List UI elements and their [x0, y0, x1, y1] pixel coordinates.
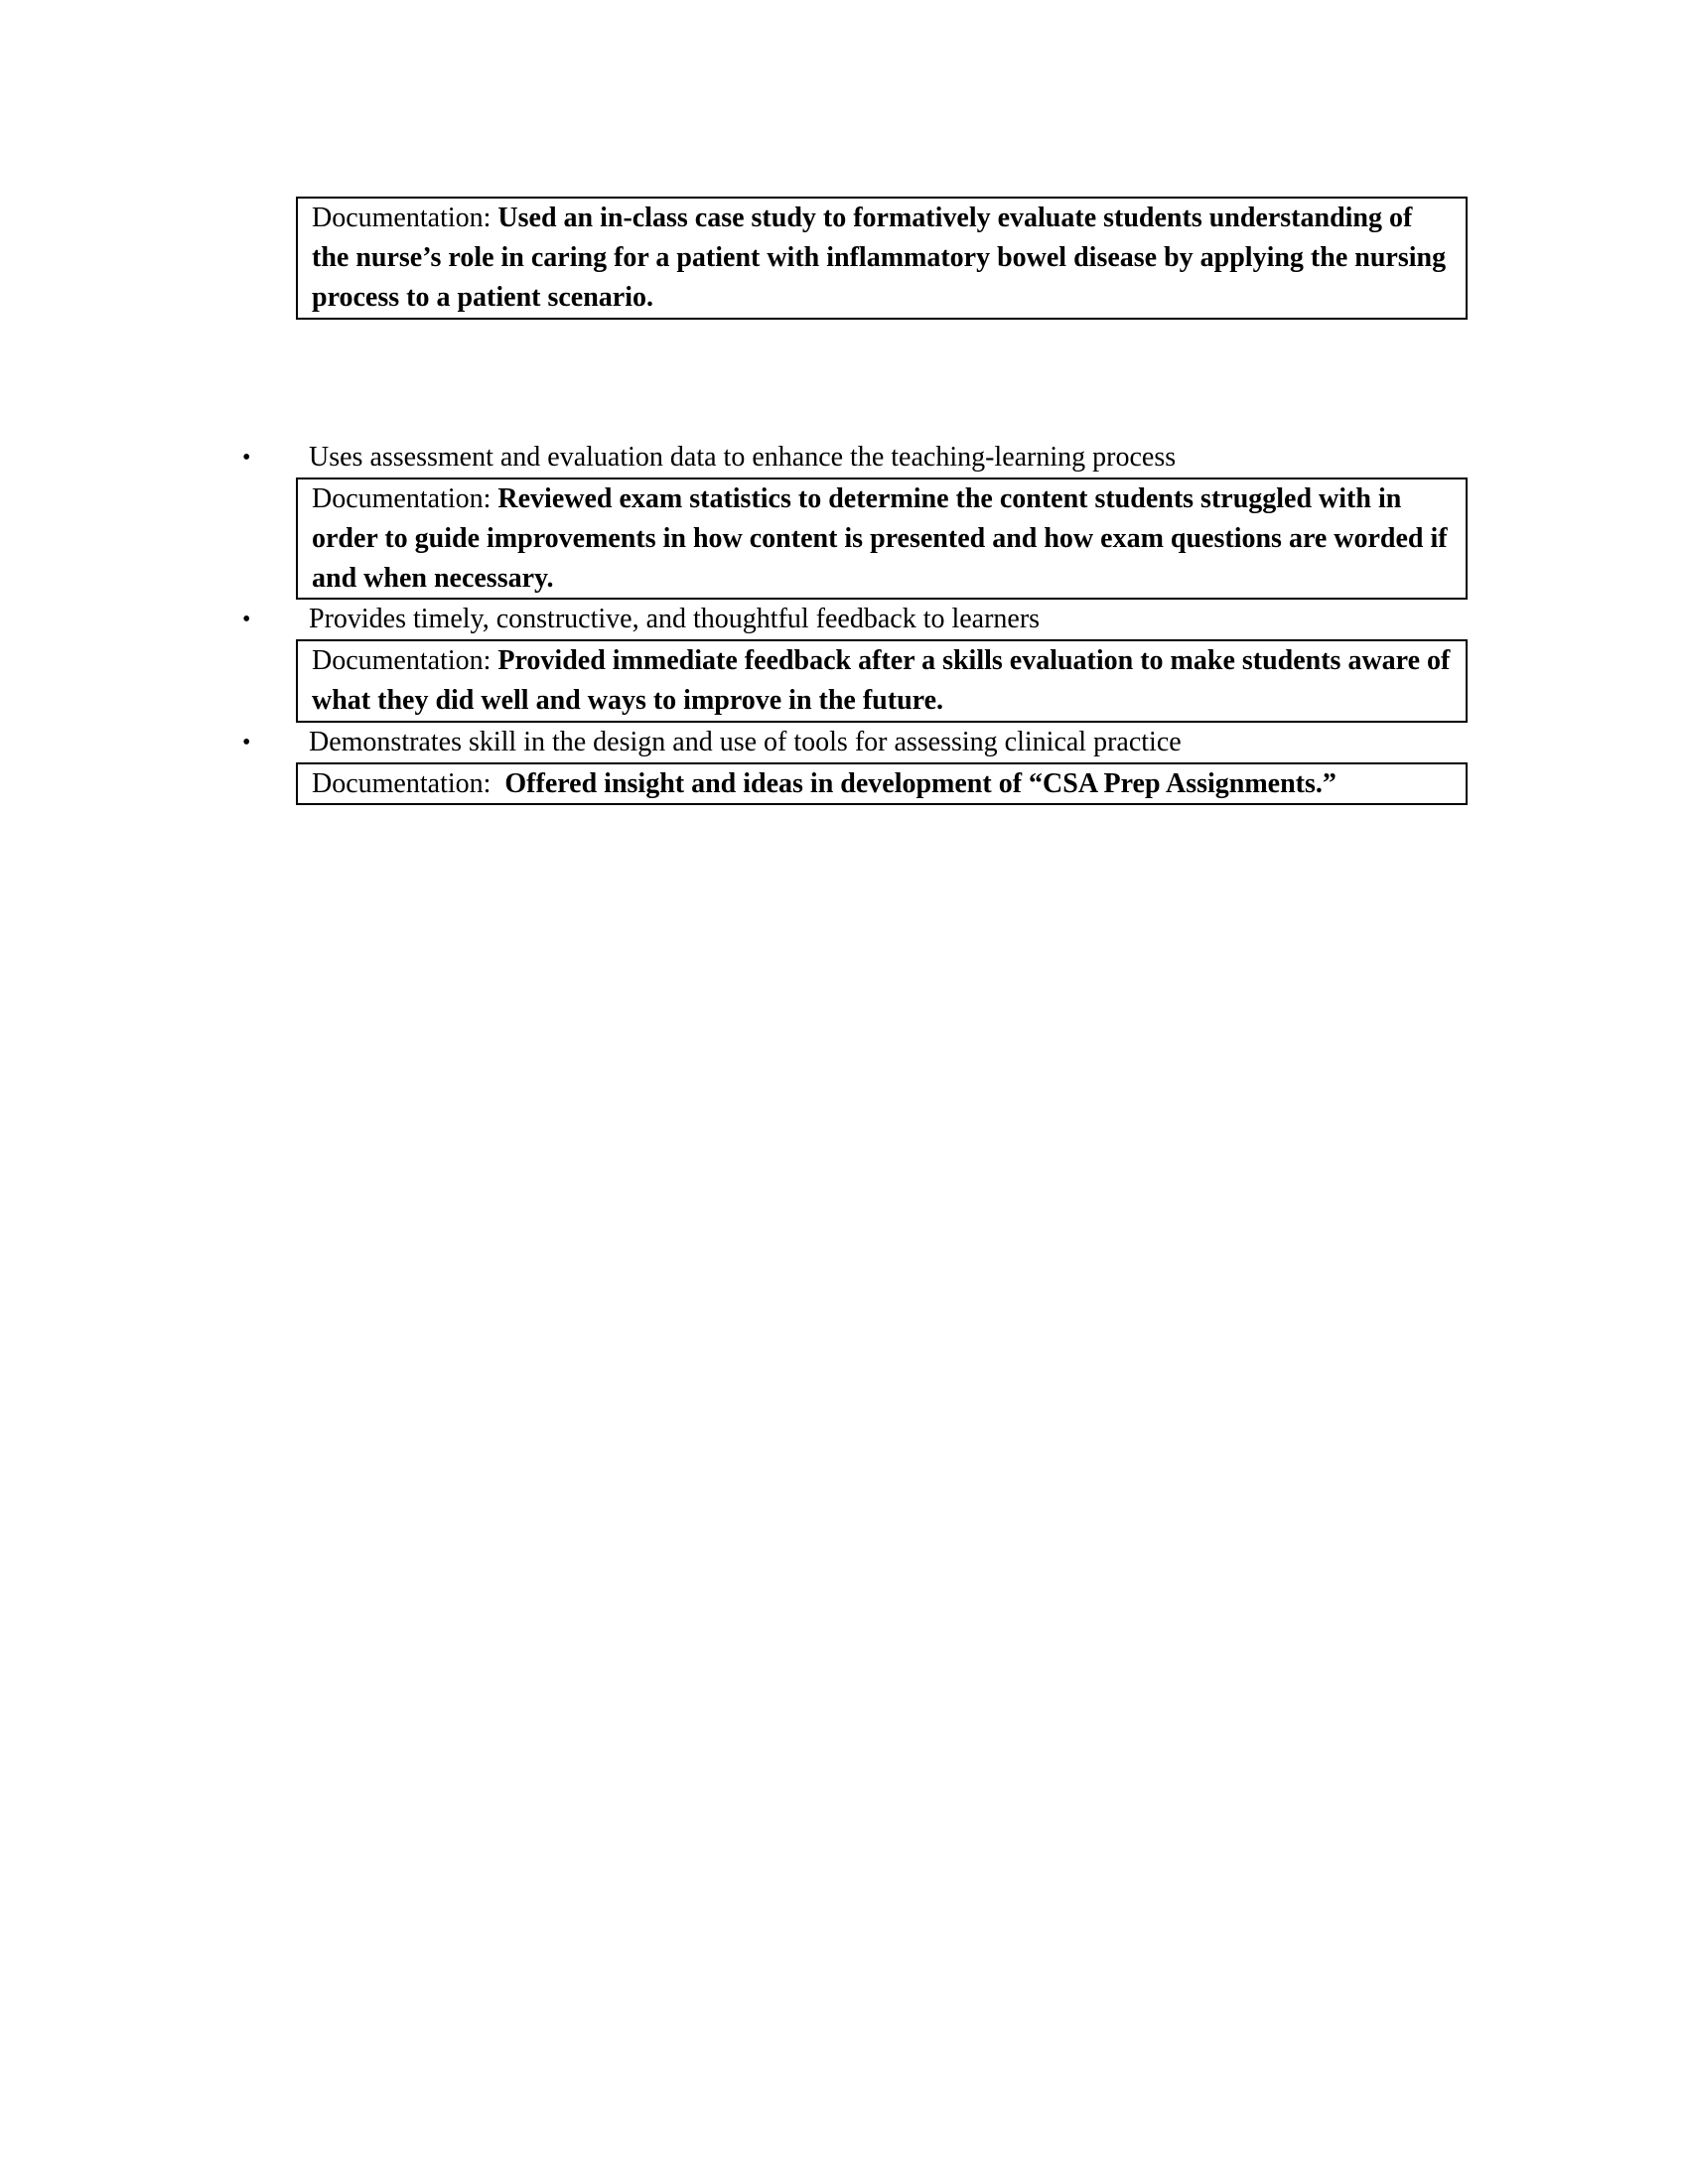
documentation-label: Documentation:	[312, 768, 505, 799]
documentation-text: Offered insight and ideas in development of “CSA Prep Assignments.”	[504, 768, 1336, 799]
documentation-label: Documentation:	[312, 203, 498, 233]
criterion-item-feedback	[242, 600, 1474, 639]
criterion-text: Demonstrates skill in the design and use of tools for assessing clinical practice	[309, 727, 1182, 757]
documentation-box-exam-statistics	[296, 478, 1468, 600]
documentation-box-csa-prep	[296, 762, 1468, 805]
bullet-icon: •	[242, 730, 251, 755]
documentation-text: Provided immediate feedback after a skills evaluation to make students aware of what they did well and ways to improve in the future.	[312, 645, 1451, 716]
criterion-item-clinical-tools	[242, 723, 1474, 762]
documentation-box-skills-feedback	[296, 639, 1468, 723]
criterion-item-assessment-data	[242, 438, 1474, 478]
criterion-text: Uses assessment and evaluation data to enhance the teaching-learning process	[309, 442, 1177, 473]
documentation-box-case-study	[296, 197, 1468, 320]
bullet-icon: •	[242, 445, 251, 471]
documentation-text: Used an in-class case study to formatively evaluate students understanding of the nurse’s role in caring for a patient with inflammatory bowel disease by applying the nursing process to a patient scenario.	[312, 203, 1447, 313]
documentation-text: Reviewed exam statistics to determine the content students struggled with in order to guide improvements in how content is presented and how exam questions are worded if and when necessary.	[312, 483, 1448, 594]
documentation-label: Documentation:	[312, 483, 498, 514]
bullet-icon: •	[242, 607, 251, 632]
criterion-text: Provides timely, constructive, and thoughtful feedback to learners	[309, 604, 1041, 634]
documentation-label: Documentation:	[312, 645, 498, 676]
